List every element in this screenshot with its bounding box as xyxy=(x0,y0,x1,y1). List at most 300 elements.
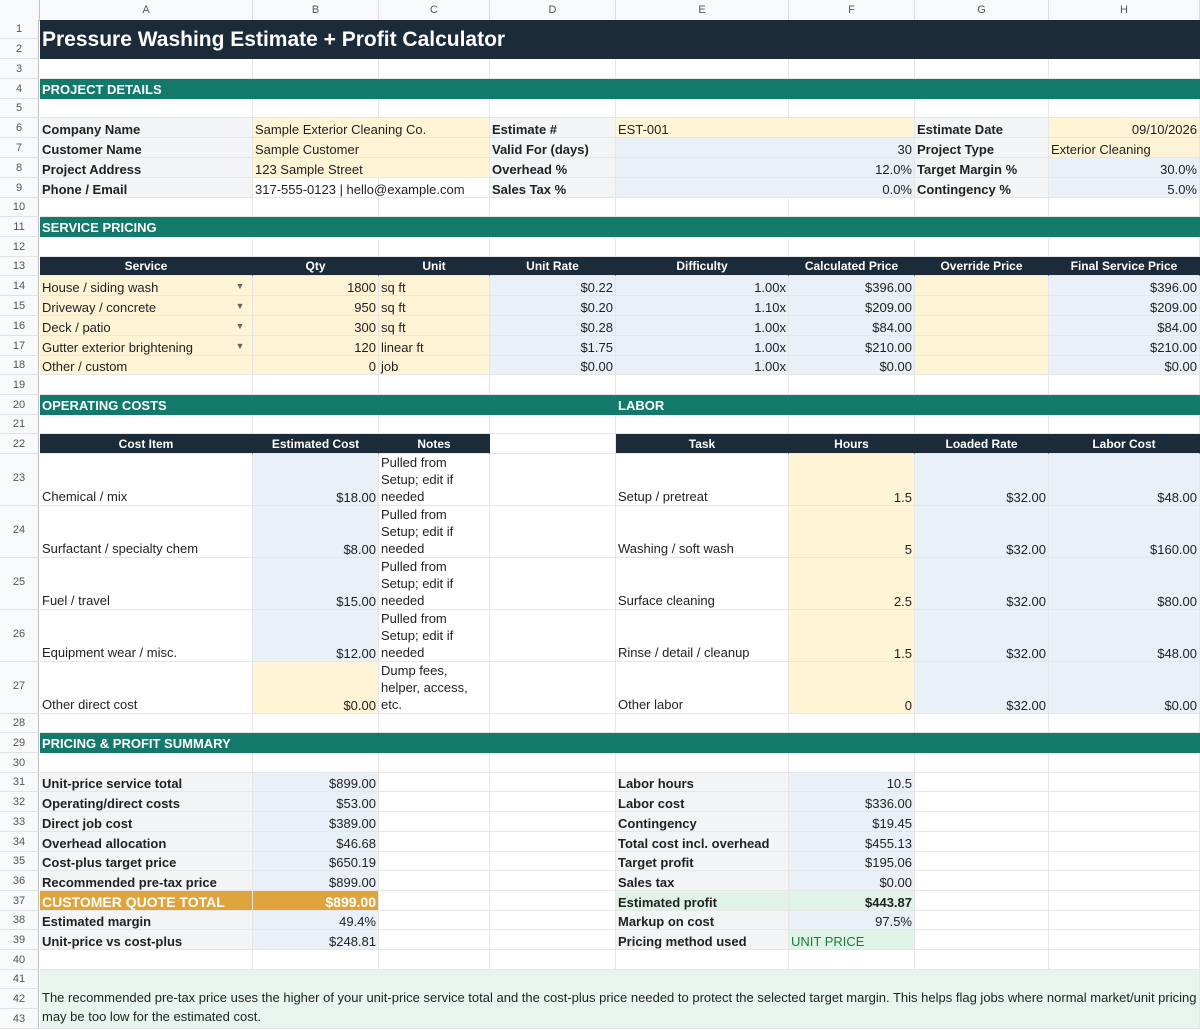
company-field[interactable]: Sample Exterior Cleaning Co. xyxy=(253,118,490,138)
grid-cell[interactable] xyxy=(490,237,616,257)
grid-cell[interactable] xyxy=(789,714,915,733)
grid-cell[interactable] xyxy=(789,950,915,970)
grid-cell[interactable] xyxy=(490,415,616,434)
grid-cell[interactable] xyxy=(490,832,616,852)
summary-value: $389.00 xyxy=(253,812,379,832)
grid-cell[interactable] xyxy=(915,891,1049,911)
row-header[interactable]: 27 xyxy=(0,662,39,714)
service-unit-rate[interactable]: $1.75 xyxy=(490,336,616,356)
grid-cell[interactable] xyxy=(1049,871,1200,891)
grid-cell[interactable] xyxy=(915,59,1049,79)
row-header[interactable]: 37 xyxy=(0,891,39,911)
labor-header-task[interactable]: Task xyxy=(616,434,789,454)
service-override-price[interactable] xyxy=(915,336,1049,356)
grid-cell[interactable] xyxy=(1049,891,1200,911)
row-header[interactable]: 8 xyxy=(0,158,39,178)
grid-cell[interactable] xyxy=(490,434,616,454)
service-unit-rate[interactable]: $0.20 xyxy=(490,296,616,316)
row-header[interactable]: 1 xyxy=(0,20,39,39)
grid-cell[interactable] xyxy=(490,871,616,891)
grid-cell[interactable] xyxy=(616,237,789,257)
grid-cell[interactable] xyxy=(1049,237,1200,257)
grid-cell[interactable] xyxy=(490,891,616,911)
operating-header-item[interactable]: Cost Item xyxy=(40,434,253,454)
section-pricing-summary: PRICING & PROFIT SUMMARY xyxy=(40,733,1200,753)
grid-cell[interactable] xyxy=(379,891,490,911)
grid-cell[interactable] xyxy=(40,198,253,217)
row-header[interactable]: 12 xyxy=(0,237,39,257)
row-header[interactable]: 11 xyxy=(0,217,39,237)
row-header[interactable]: 43 xyxy=(0,1009,39,1029)
grid-cell[interactable] xyxy=(1049,773,1200,792)
labor-task[interactable]: Setup / pretreat xyxy=(616,454,789,506)
grid-cell[interactable] xyxy=(616,375,789,395)
grid-cell[interactable] xyxy=(379,852,490,871)
grid-cell[interactable] xyxy=(915,237,1049,257)
operating-cost[interactable]: $12.00 xyxy=(253,610,379,662)
date-field[interactable]: 09/10/2026 xyxy=(1049,118,1200,138)
row-header[interactable]: 29 xyxy=(0,733,39,753)
summary-value: $195.06 xyxy=(789,852,915,871)
grid-cell[interactable] xyxy=(40,714,253,733)
service-unit[interactable]: sq ft xyxy=(379,276,490,296)
service-override-price[interactable] xyxy=(915,276,1049,296)
operating-cost[interactable]: $18.00 xyxy=(253,454,379,506)
service-calculated-price: $0.00 xyxy=(789,356,915,375)
grid-cell[interactable] xyxy=(1049,375,1200,395)
labor-task[interactable]: Rinse / detail / cleanup xyxy=(616,610,789,662)
column-header-d[interactable]: D xyxy=(490,0,616,20)
service-header-1[interactable]: Qty xyxy=(253,257,379,276)
service-unit-rate[interactable]: $0.00 xyxy=(490,356,616,375)
service-difficulty[interactable]: 1.10x xyxy=(616,296,789,316)
grid-cell[interactable] xyxy=(253,237,379,257)
service-unit-rate[interactable]: $0.28 xyxy=(490,316,616,336)
summary-value: $46.68 xyxy=(253,832,379,852)
service-header-6[interactable]: Override Price xyxy=(915,257,1049,276)
grid-cell[interactable] xyxy=(1049,852,1200,871)
summary-value: 97.5% xyxy=(789,911,915,930)
dropdown-arrow-icon[interactable]: ▼ xyxy=(235,301,245,311)
grid-cell[interactable] xyxy=(1049,832,1200,852)
service-qty[interactable]: 1800 xyxy=(253,276,379,296)
row-header[interactable]: 20 xyxy=(0,395,39,415)
margin-field[interactable]: 30.0% xyxy=(1049,158,1200,178)
grid-cell[interactable] xyxy=(1049,714,1200,733)
address-field[interactable]: 123 Sample Street xyxy=(253,158,490,178)
grid-cell[interactable] xyxy=(379,792,490,812)
summary-value: $899.00 xyxy=(253,871,379,891)
date-label: Estimate Date xyxy=(915,118,1049,138)
row-header[interactable]: 13 xyxy=(0,257,39,276)
grid-cell[interactable] xyxy=(789,198,915,217)
grid-cell[interactable] xyxy=(1049,930,1200,950)
row-header[interactable]: 14 xyxy=(0,276,39,296)
valid-label: Valid For (days) xyxy=(490,138,616,158)
grid-cell[interactable] xyxy=(1049,792,1200,812)
row-header[interactable]: 5 xyxy=(0,99,39,118)
grid-cell[interactable] xyxy=(1049,198,1200,217)
row-header[interactable]: 33 xyxy=(0,812,39,832)
labor-task[interactable]: Washing / soft wash xyxy=(616,506,789,558)
grid-cell[interactable] xyxy=(915,930,1049,950)
service-difficulty[interactable]: 1.00x xyxy=(616,316,789,336)
operating-item[interactable]: Surfactant / specialty chem xyxy=(40,506,253,558)
grid-cell[interactable] xyxy=(490,662,616,714)
grid-cell[interactable] xyxy=(915,911,1049,930)
row-header[interactable]: 34 xyxy=(0,832,39,852)
grid-cell[interactable] xyxy=(490,99,616,118)
customer-field[interactable]: Sample Customer xyxy=(253,138,490,158)
row-header[interactable]: 4 xyxy=(0,79,39,99)
grid-cell[interactable] xyxy=(490,812,616,832)
labor-rate[interactable]: $32.00 xyxy=(915,454,1049,506)
labor-hours[interactable]: 2.5 xyxy=(789,558,915,610)
row-header[interactable]: 22 xyxy=(0,434,39,454)
phone-field[interactable]: 317-555-0123 | hello@example.com xyxy=(253,178,490,198)
service-name[interactable]: Gutter exterior brightening xyxy=(40,336,253,356)
grid-cell[interactable] xyxy=(789,59,915,79)
grid-cell[interactable] xyxy=(915,99,1049,118)
grid-cell[interactable] xyxy=(1049,99,1200,118)
service-header-0[interactable]: Service xyxy=(40,257,253,276)
row-header[interactable]: 30 xyxy=(0,753,39,773)
labor-rate[interactable]: $32.00 xyxy=(915,662,1049,714)
service-header-5[interactable]: Calculated Price xyxy=(789,257,915,276)
section-operating-costs: OPERATING COSTS xyxy=(40,395,616,415)
grid-cell[interactable] xyxy=(789,99,915,118)
grid-cell[interactable] xyxy=(616,99,789,118)
grid-cell[interactable] xyxy=(379,930,490,950)
service-name[interactable]: Deck / patio xyxy=(40,316,253,336)
grid-cell[interactable] xyxy=(915,375,1049,395)
company-label: Company Name xyxy=(40,118,253,138)
grid-cell[interactable] xyxy=(1049,59,1200,79)
grid-cell[interactable] xyxy=(490,506,616,558)
row-header[interactable]: 2 xyxy=(0,39,39,59)
labor-cost: $80.00 xyxy=(1049,558,1200,610)
column-header-g[interactable]: G xyxy=(915,0,1049,20)
labor-task[interactable]: Other labor xyxy=(616,662,789,714)
row-header[interactable]: 7 xyxy=(0,138,39,158)
service-unit[interactable]: sq ft xyxy=(379,296,490,316)
dropdown-arrow-icon[interactable]: ▼ xyxy=(235,321,245,331)
service-override-price[interactable] xyxy=(915,296,1049,316)
column-header-c[interactable]: C xyxy=(379,0,490,20)
row-header[interactable]: 10 xyxy=(0,198,39,217)
row-header[interactable]: 32 xyxy=(0,792,39,812)
grid-cell[interactable] xyxy=(616,59,789,79)
grid-cell[interactable] xyxy=(789,753,915,773)
grid-cell[interactable] xyxy=(789,375,915,395)
labor-header-cost[interactable]: Labor Cost xyxy=(1049,434,1200,454)
grid-cell[interactable] xyxy=(40,950,253,970)
row-header[interactable]: 9 xyxy=(0,178,39,198)
service-override-price[interactable] xyxy=(915,356,1049,375)
service-qty[interactable]: 0 xyxy=(253,356,379,375)
grid-cell[interactable] xyxy=(1049,911,1200,930)
summary-label: Operating/direct costs xyxy=(40,792,253,812)
labor-rate[interactable]: $32.00 xyxy=(915,506,1049,558)
row-header[interactable]: 6 xyxy=(0,118,39,138)
grid-cell[interactable] xyxy=(490,852,616,871)
operating-notes[interactable]: Pulled from Setup; edit if needed xyxy=(379,558,490,610)
row-header[interactable]: 38 xyxy=(0,911,39,930)
grid-cell[interactable] xyxy=(379,911,490,930)
service-qty[interactable]: 950 xyxy=(253,296,379,316)
row-header[interactable]: 18 xyxy=(0,356,39,375)
summary-value: $899.00 xyxy=(253,891,379,911)
grid-cell[interactable] xyxy=(490,773,616,792)
contingency-field[interactable]: 5.0% xyxy=(1049,178,1200,198)
row-header[interactable]: 26 xyxy=(0,610,39,662)
labor-task[interactable]: Surface cleaning xyxy=(616,558,789,610)
grid-cell[interactable] xyxy=(789,415,915,434)
row-header[interactable]: 39 xyxy=(0,930,39,950)
column-header-a[interactable]: A xyxy=(40,0,253,20)
summary-label: CUSTOMER QUOTE TOTAL xyxy=(40,891,253,911)
summary-note: The recommended pre-tax price uses the higher of your unit-price service total and the cost-plus price needed to protect the selected target margin. This helps flag jobs where normal market/unit pricing may be too low for the estimated cost. xyxy=(40,970,1200,1029)
operating-cost[interactable]: $15.00 xyxy=(253,558,379,610)
grid-cell[interactable] xyxy=(253,198,379,217)
grid-cell[interactable] xyxy=(253,714,379,733)
row-header[interactable]: 36 xyxy=(0,871,39,891)
service-unit[interactable]: sq ft xyxy=(379,316,490,336)
operating-item[interactable]: Equipment wear / misc. xyxy=(40,610,253,662)
summary-value: $0.00 xyxy=(789,871,915,891)
grid-cell[interactable] xyxy=(490,930,616,950)
labor-cost: $48.00 xyxy=(1049,610,1200,662)
grid-cell[interactable] xyxy=(915,753,1049,773)
labor-cost: $48.00 xyxy=(1049,454,1200,506)
estimate-label: Estimate # xyxy=(490,118,616,138)
grid-cell[interactable] xyxy=(490,375,616,395)
service-final-price: $84.00 xyxy=(1049,316,1200,336)
grid-cell[interactable] xyxy=(253,753,379,773)
service-name[interactable]: Other / custom xyxy=(40,356,253,375)
service-unit[interactable]: job xyxy=(379,356,490,375)
grid-cell[interactable] xyxy=(490,950,616,970)
service-override-price[interactable] xyxy=(915,316,1049,336)
grid-cell[interactable] xyxy=(379,714,490,733)
grid-cell[interactable] xyxy=(490,198,616,217)
grid-cell[interactable] xyxy=(915,812,1049,832)
column-header-e[interactable]: E xyxy=(616,0,789,20)
grid-cell[interactable] xyxy=(915,871,1049,891)
row-header[interactable]: 42 xyxy=(0,989,39,1009)
labor-cost: $0.00 xyxy=(1049,662,1200,714)
service-header-7[interactable]: Final Service Price xyxy=(1049,257,1200,276)
row-header[interactable]: 21 xyxy=(0,415,39,434)
summary-value: UNIT PRICE xyxy=(789,930,915,950)
grid-cell[interactable] xyxy=(253,99,379,118)
column-header-h[interactable]: H xyxy=(1049,0,1200,20)
labor-hours[interactable]: 5 xyxy=(789,506,915,558)
grid-cell[interactable] xyxy=(379,99,490,118)
grid-cell[interactable] xyxy=(915,198,1049,217)
tax-field[interactable]: 0.0% xyxy=(616,178,915,198)
service-name[interactable]: House / siding wash xyxy=(40,276,253,296)
overhead-field[interactable]: 12.0% xyxy=(616,158,915,178)
grid-cell[interactable] xyxy=(379,198,490,217)
grid-cell[interactable] xyxy=(379,773,490,792)
operating-notes[interactable]: Pulled from Setup; edit if needed xyxy=(379,454,490,506)
row-header[interactable]: 16 xyxy=(0,316,39,336)
operating-cost[interactable]: $8.00 xyxy=(253,506,379,558)
margin-label: Target Margin % xyxy=(915,158,1049,178)
tax-label: Sales Tax % xyxy=(490,178,616,198)
row-header[interactable]: 25 xyxy=(0,558,39,610)
operating-header-notes[interactable]: Notes xyxy=(379,434,490,454)
summary-label: Labor hours xyxy=(616,773,789,792)
service-qty[interactable]: 300 xyxy=(253,316,379,336)
grid-cell[interactable] xyxy=(789,237,915,257)
labor-header-hours[interactable]: Hours xyxy=(789,434,915,454)
row-header[interactable]: 41 xyxy=(0,970,39,989)
grid-cell[interactable] xyxy=(379,415,490,434)
summary-label: Estimated profit xyxy=(616,891,789,911)
grid-cell[interactable] xyxy=(490,753,616,773)
labor-rate[interactable]: $32.00 xyxy=(915,610,1049,662)
grid-cell[interactable] xyxy=(915,852,1049,871)
service-unit[interactable]: linear ft xyxy=(379,336,490,356)
grid-cell[interactable] xyxy=(490,714,616,733)
grid-cell[interactable] xyxy=(379,871,490,891)
grid-cell[interactable] xyxy=(915,714,1049,733)
labor-rate[interactable]: $32.00 xyxy=(915,558,1049,610)
row-header[interactable]: 23 xyxy=(0,454,39,506)
column-header-f[interactable]: F xyxy=(789,0,915,20)
grid-cell[interactable] xyxy=(490,59,616,79)
dropdown-arrow-icon[interactable]: ▼ xyxy=(235,341,245,351)
service-calculated-price: $396.00 xyxy=(789,276,915,296)
grid-cell[interactable] xyxy=(40,415,253,434)
service-calculated-price: $209.00 xyxy=(789,296,915,316)
column-header-b[interactable]: B xyxy=(253,0,379,20)
labor-header-rate[interactable]: Loaded Rate xyxy=(915,434,1049,454)
row-header[interactable]: 19 xyxy=(0,375,39,395)
operating-notes[interactable]: Pulled from Setup; edit if needed xyxy=(379,610,490,662)
operating-item[interactable]: Fuel / travel xyxy=(40,558,253,610)
grid-cell[interactable] xyxy=(253,950,379,970)
grid-cell[interactable] xyxy=(490,454,616,506)
grid-cell[interactable] xyxy=(40,237,253,257)
service-difficulty[interactable]: 1.00x xyxy=(616,356,789,375)
grid-cell[interactable] xyxy=(616,714,789,733)
summary-label: Cost-plus target price xyxy=(40,852,253,871)
customer-label: Customer Name xyxy=(40,138,253,158)
grid-cell[interactable] xyxy=(40,59,253,79)
grid-cell[interactable] xyxy=(379,950,490,970)
grid-cell[interactable] xyxy=(379,832,490,852)
grid-cell[interactable] xyxy=(379,59,490,79)
select-all-corner[interactable] xyxy=(0,0,40,20)
grid-cell[interactable] xyxy=(915,773,1049,792)
overhead-label: Overhead % xyxy=(490,158,616,178)
row-header[interactable]: 35 xyxy=(0,852,39,871)
grid-cell[interactable] xyxy=(915,950,1049,970)
summary-label: Pricing method used xyxy=(616,930,789,950)
service-header-2[interactable]: Unit xyxy=(379,257,490,276)
grid-cell[interactable] xyxy=(253,415,379,434)
grid-cell[interactable] xyxy=(379,237,490,257)
operating-item[interactable]: Other direct cost xyxy=(40,662,253,714)
row-header[interactable]: 17 xyxy=(0,336,39,356)
operating-notes[interactable]: Pulled from Setup; edit if needed xyxy=(379,506,490,558)
service-unit-rate[interactable]: $0.22 xyxy=(490,276,616,296)
grid-cell[interactable] xyxy=(616,198,789,217)
grid-cell[interactable] xyxy=(40,375,253,395)
section-service-pricing: SERVICE PRICING xyxy=(40,217,1200,237)
grid-cell[interactable] xyxy=(379,812,490,832)
grid-cell[interactable] xyxy=(379,753,490,773)
row-header[interactable]: 28 xyxy=(0,714,39,733)
grid-cell[interactable] xyxy=(379,375,490,395)
labor-hours[interactable]: 0 xyxy=(789,662,915,714)
grid-cell[interactable] xyxy=(40,99,253,118)
grid-cell[interactable] xyxy=(616,950,789,970)
operating-item[interactable]: Chemical / mix xyxy=(40,454,253,506)
service-header-3[interactable]: Unit Rate xyxy=(490,257,616,276)
summary-value: $455.13 xyxy=(789,832,915,852)
grid-cell[interactable] xyxy=(1049,415,1200,434)
phone-label: Phone / Email xyxy=(40,178,253,198)
grid-cell[interactable] xyxy=(1049,812,1200,832)
grid-cell[interactable] xyxy=(915,832,1049,852)
row-header[interactable]: 3 xyxy=(0,59,39,79)
contingency-label: Contingency % xyxy=(915,178,1049,198)
grid-cell[interactable] xyxy=(616,753,789,773)
summary-label: Contingency xyxy=(616,812,789,832)
grid-cell[interactable] xyxy=(40,753,253,773)
grid-cell[interactable] xyxy=(490,558,616,610)
grid-cell[interactable] xyxy=(1049,950,1200,970)
summary-label: Estimated margin xyxy=(40,911,253,930)
grid-cell[interactable] xyxy=(915,415,1049,434)
service-calculated-price: $84.00 xyxy=(789,316,915,336)
grid-cell[interactable] xyxy=(616,415,789,434)
dropdown-arrow-icon[interactable]: ▼ xyxy=(235,281,245,291)
grid-cell[interactable] xyxy=(915,792,1049,812)
row-header[interactable]: 15 xyxy=(0,296,39,316)
grid-cell[interactable] xyxy=(490,610,616,662)
grid-cell[interactable] xyxy=(490,792,616,812)
row-header[interactable]: 40 xyxy=(0,950,39,970)
service-name[interactable]: Driveway / concrete xyxy=(40,296,253,316)
summary-value: $336.00 xyxy=(789,792,915,812)
row-header[interactable]: 24 xyxy=(0,506,39,558)
valid-field[interactable]: 30 xyxy=(616,138,915,158)
service-difficulty[interactable]: 1.00x xyxy=(616,336,789,356)
labor-hours[interactable]: 1.5 xyxy=(789,454,915,506)
grid-cell[interactable] xyxy=(253,59,379,79)
operating-header-cost[interactable]: Estimated Cost xyxy=(253,434,379,454)
operating-cost[interactable]: $0.00 xyxy=(253,662,379,714)
service-qty[interactable]: 120 xyxy=(253,336,379,356)
section-labor: LABOR xyxy=(616,395,1200,415)
grid-cell[interactable] xyxy=(490,911,616,930)
operating-notes[interactable]: Dump fees, helper, access, etc. xyxy=(379,662,490,714)
row-header[interactable]: 31 xyxy=(0,773,39,792)
grid-cell[interactable] xyxy=(253,375,379,395)
grid-cell[interactable] xyxy=(1049,753,1200,773)
service-header-4[interactable]: Difficulty xyxy=(616,257,789,276)
summary-label: Labor cost xyxy=(616,792,789,812)
type-field[interactable]: Exterior Cleaning xyxy=(1049,138,1200,158)
service-difficulty[interactable]: 1.00x xyxy=(616,276,789,296)
estimate-field[interactable]: EST-001 xyxy=(616,118,915,138)
labor-hours[interactable]: 1.5 xyxy=(789,610,915,662)
